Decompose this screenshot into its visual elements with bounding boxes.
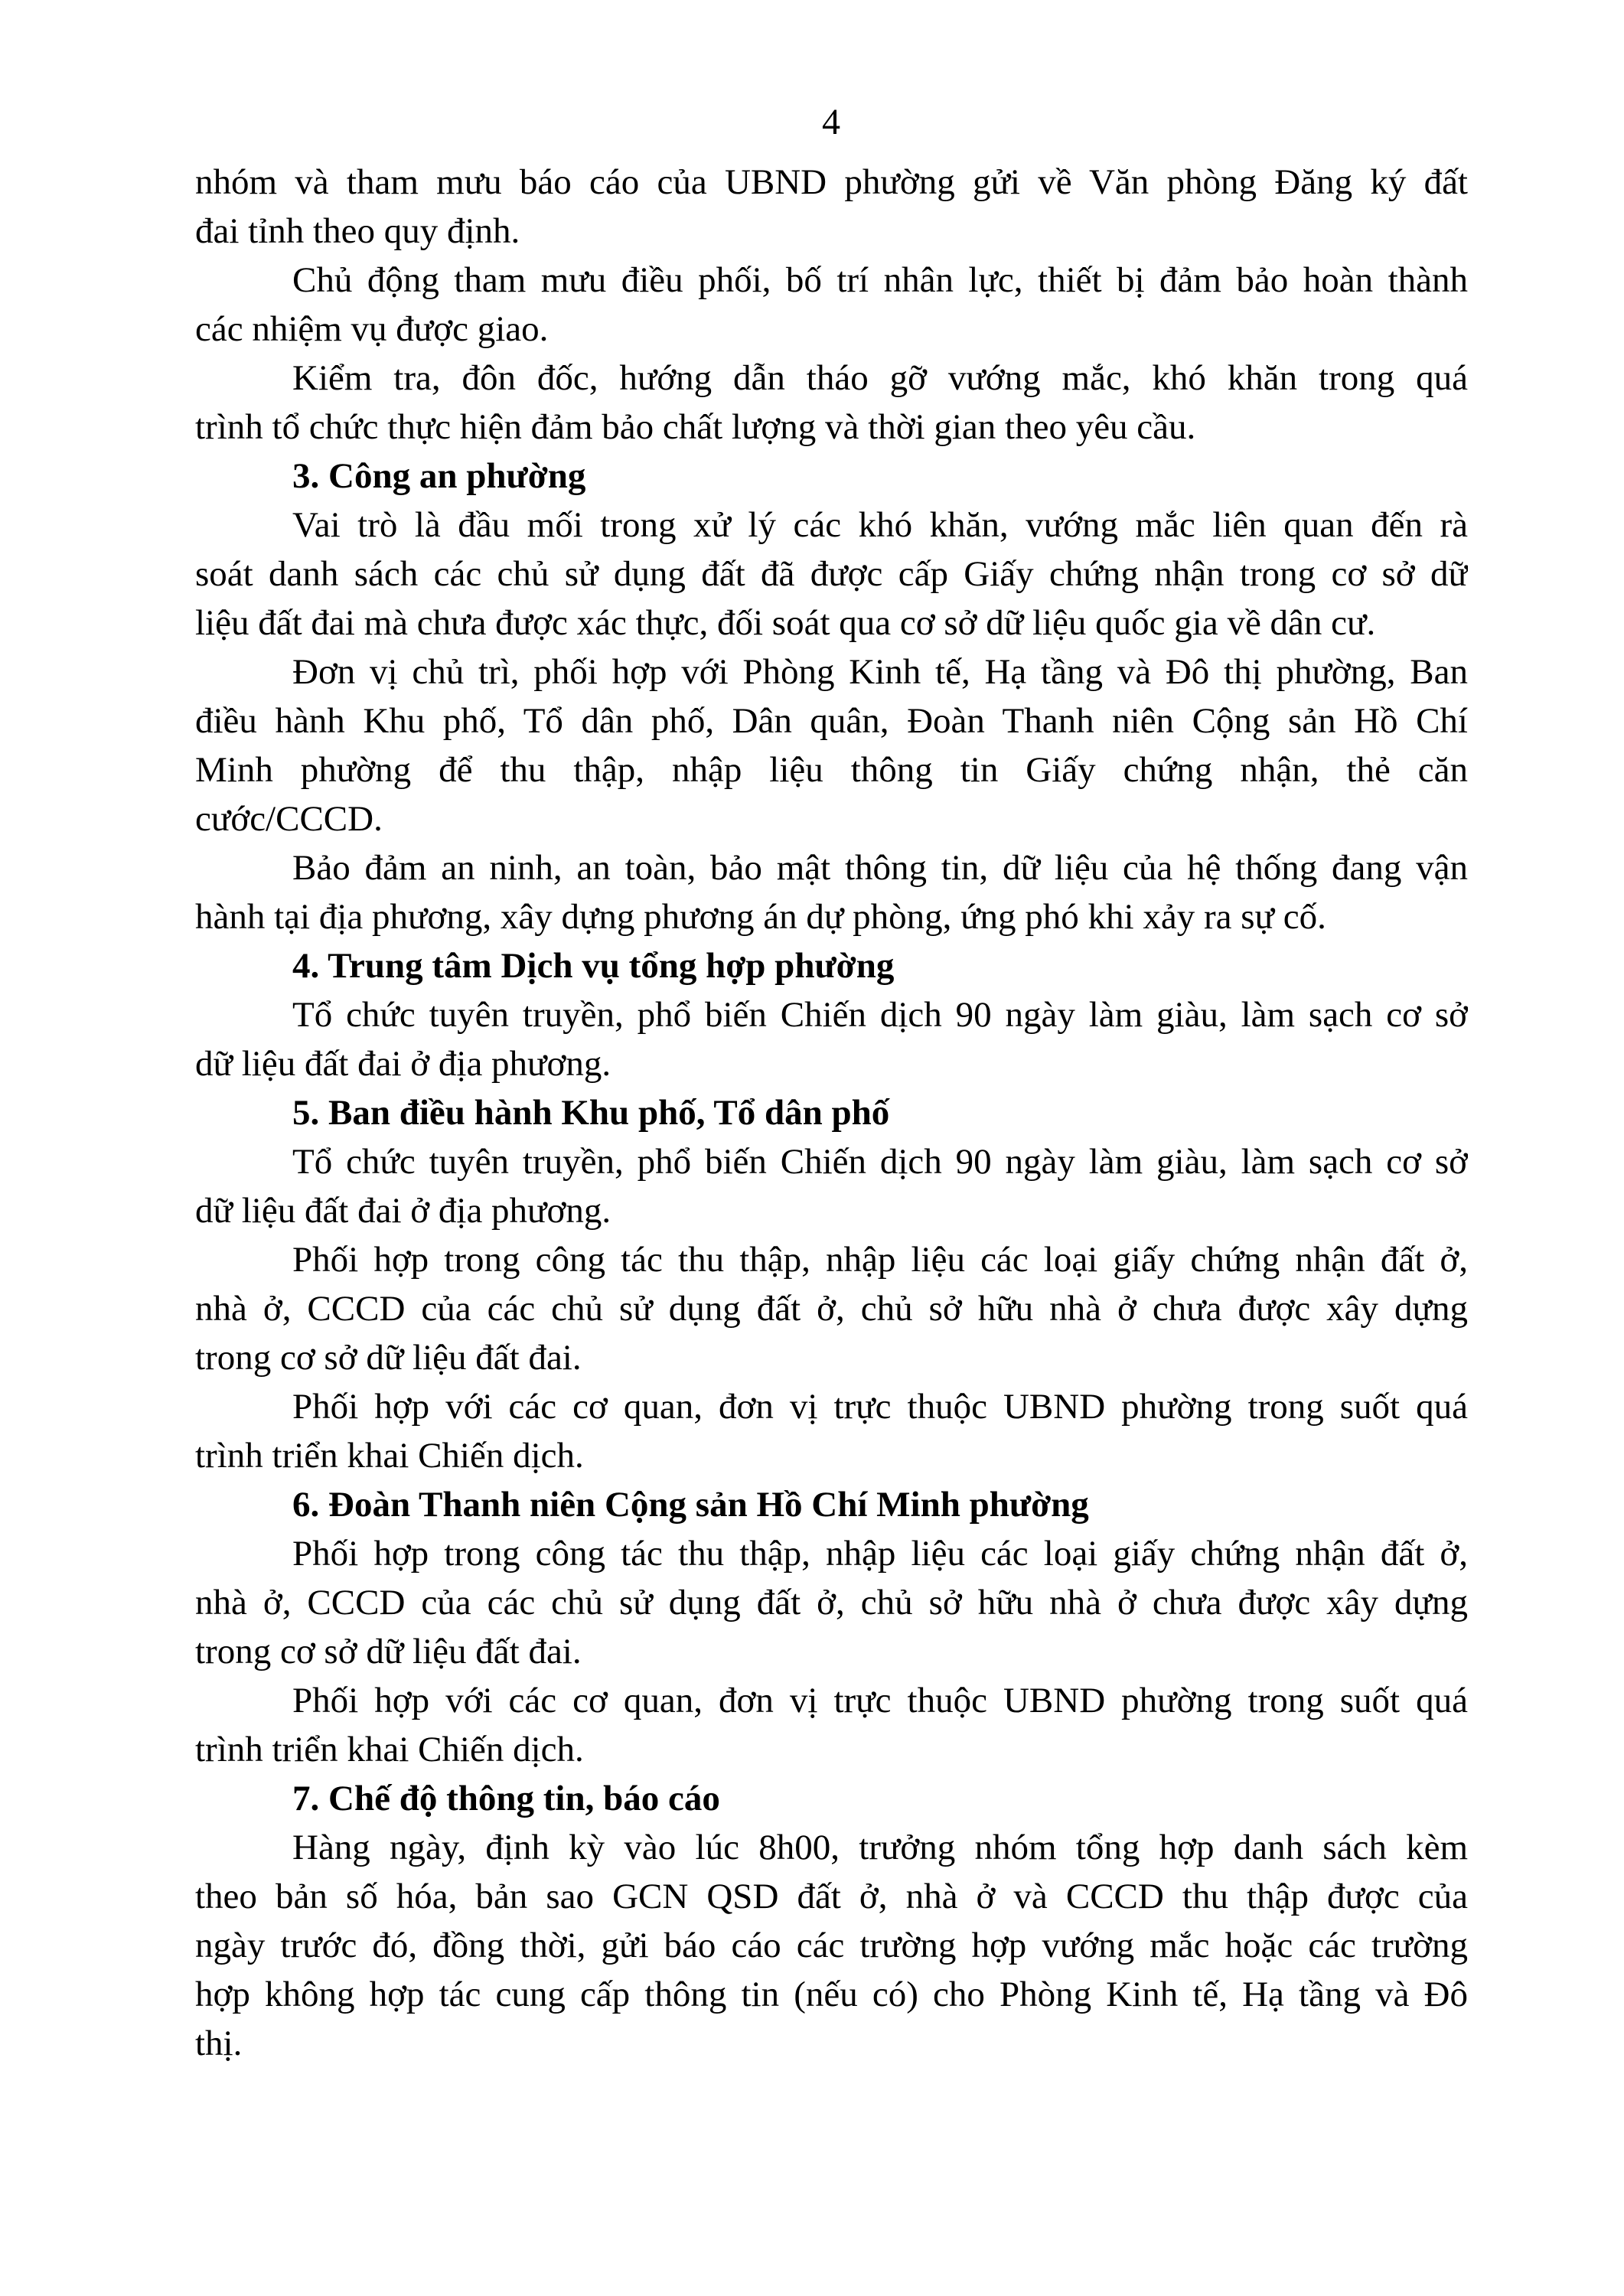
paragraph-line: Vai trò là đầu mối trong xử lý các khó khăn, vướng mắc liên quan đến rà bbox=[292, 505, 1468, 545]
paragraph-line: Bảo đảm an ninh, an toàn, bảo mật thông tin, dữ liệu của hệ thống đang vận bbox=[292, 848, 1468, 888]
paragraph-line: trong cơ sở dữ liệu đất đai. bbox=[195, 1632, 582, 1671]
paragraph bbox=[195, 1823, 1468, 2068]
paragraph-line: Đơn vị chủ trì, phối hợp với Phòng Kinh tế, Hạ tầng và Đô thị phường, Ban bbox=[292, 652, 1468, 692]
paragraph-line: hành tại địa phương, xây dựng phương án dự phòng, ứng phó khi xảy ra sự cố. bbox=[195, 897, 1326, 937]
paragraph-line: trong cơ sở dữ liệu đất đai. bbox=[195, 1338, 582, 1378]
paragraph bbox=[195, 990, 1468, 1088]
paragraph-line: cước/CCCD. bbox=[195, 799, 383, 839]
paragraph-line: Tổ chức tuyên truyền, phổ biến Chiến dịch 90 ngày làm giàu, làm sạch cơ sở bbox=[292, 1142, 1468, 1182]
paragraph bbox=[195, 1529, 1468, 1676]
paragraph-line: dữ liệu đất đai ở địa phương. bbox=[195, 1044, 611, 1084]
paragraph-line: các nhiệm vụ được giao. bbox=[195, 309, 549, 349]
paragraph bbox=[195, 501, 1468, 647]
paragraph bbox=[195, 843, 1468, 941]
section-heading: 4. Trung tâm Dịch vụ tổng hợp phường bbox=[292, 946, 895, 986]
paragraph bbox=[195, 158, 1468, 256]
paragraph-line: Chủ động tham mưu điều phối, bố trí nhân lực, thiết bị đảm bảo hoàn thành bbox=[292, 260, 1468, 300]
section-heading: 7. Chế độ thông tin, báo cáo bbox=[292, 1779, 720, 1818]
paragraph bbox=[195, 1137, 1468, 1235]
paragraph-line: dữ liệu đất đai ở địa phương. bbox=[195, 1191, 611, 1231]
page-number: 4 bbox=[822, 102, 840, 142]
paragraph-line: Kiểm tra, đôn đốc, hướng dẫn tháo gỡ vướng mắc, khó khăn trong quá bbox=[292, 358, 1468, 398]
paragraph-line: soát danh sách các chủ sử dụng đất đã được cấp Giấy chứng nhận trong cơ sở dữ bbox=[195, 554, 1468, 594]
paragraph-line: Phối hợp với các cơ quan, đơn vị trực thuộc UBND phường trong suốt quá bbox=[292, 1387, 1468, 1427]
paragraph-line: điều hành Khu phố, Tổ dân phố, Dân quân, Đoàn Thanh niên Cộng sản Hồ Chí bbox=[195, 701, 1468, 741]
paragraph-line: theo bản số hóa, bản sao GCN QSD đất ở, nhà ở và CCCD thu thập được của bbox=[195, 1877, 1468, 1916]
paragraph-line: ngày trước đó, đồng thời, gửi báo cáo các trường hợp vướng mắc hoặc các trường bbox=[195, 1926, 1468, 1965]
section-heading: 5. Ban điều hành Khu phố, Tổ dân phố bbox=[292, 1093, 890, 1133]
document-body bbox=[195, 158, 1468, 2068]
paragraph-line: nhà ở, CCCD của các chủ sử dụng đất ở, chủ sở hữu nhà ở chưa được xây dựng bbox=[195, 1583, 1468, 1623]
paragraph-line: trình tổ chức thực hiện đảm bảo chất lượng và thời gian theo yêu cầu. bbox=[195, 407, 1196, 447]
paragraph-line: nhà ở, CCCD của các chủ sử dụng đất ở, chủ sở hữu nhà ở chưa được xây dựng bbox=[195, 1289, 1468, 1329]
paragraph-line: Tổ chức tuyên truyền, phổ biến Chiến dịch 90 ngày làm giàu, làm sạch cơ sở bbox=[292, 995, 1468, 1035]
paragraph bbox=[195, 647, 1468, 843]
section-heading: 3. Công an phường bbox=[292, 456, 586, 496]
paragraph-line: Phối hợp với các cơ quan, đơn vị trực thuộc UBND phường trong suốt quá bbox=[292, 1681, 1468, 1720]
section-heading: 6. Đoàn Thanh niên Cộng sản Hồ Chí Minh phường bbox=[292, 1485, 1089, 1525]
paragraph bbox=[195, 354, 1468, 452]
paragraph-line: trình triển khai Chiến dịch. bbox=[195, 1436, 584, 1476]
paragraph-line: trình triển khai Chiến dịch. bbox=[195, 1730, 584, 1769]
paragraph-line: đai tỉnh theo quy định. bbox=[195, 211, 520, 251]
paragraph-line: thị. bbox=[195, 2024, 243, 2063]
paragraph bbox=[195, 1382, 1468, 1480]
paragraph-line: Minh phường để thu thập, nhập liệu thông tin Giấy chứng nhận, thẻ căn bbox=[195, 750, 1468, 790]
paragraph-line: Phối hợp trong công tác thu thập, nhập liệu các loại giấy chứng nhận đất ở, bbox=[292, 1240, 1468, 1280]
paragraph-line: hợp không hợp tác cung cấp thông tin (nếu có) cho Phòng Kinh tế, Hạ tầng và Đô bbox=[195, 1975, 1468, 2014]
paragraph-line: nhóm và tham mưu báo cáo của UBND phường gửi về Văn phòng Đăng ký đất bbox=[195, 162, 1468, 202]
paragraph bbox=[195, 1235, 1468, 1382]
paragraph bbox=[195, 256, 1468, 354]
paragraph-line: Phối hợp trong công tác thu thập, nhập liệu các loại giấy chứng nhận đất ở, bbox=[292, 1534, 1468, 1574]
paragraph bbox=[195, 1676, 1468, 1774]
paragraph-line: liệu đất đai mà chưa được xác thực, đối soát qua cơ sở dữ liệu quốc gia về dân cư. bbox=[195, 603, 1376, 643]
paragraph-line: Hàng ngày, định kỳ vào lúc 8h00, trưởng nhóm tổng hợp danh sách kèm bbox=[292, 1828, 1468, 1867]
